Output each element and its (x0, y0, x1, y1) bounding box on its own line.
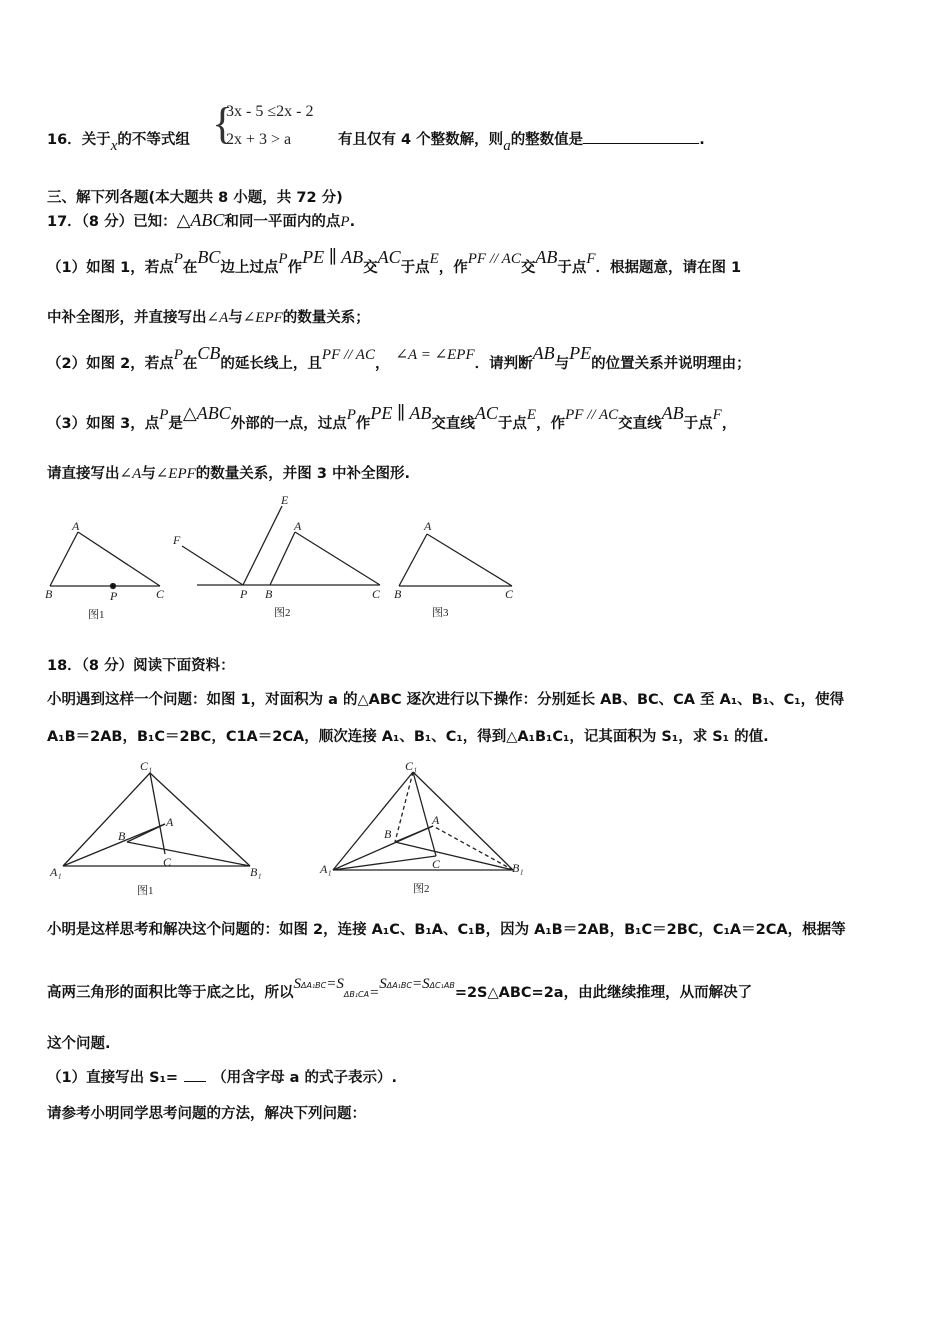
q18-fig1 (63, 773, 250, 866)
t: 在 (182, 356, 198, 372)
t: 交直线 (431, 416, 475, 432)
f1-c: C (163, 855, 172, 869)
m: AC (377, 247, 401, 267)
q17-part3-line2 (47, 462, 410, 483)
point-p: P (340, 214, 350, 230)
q16-text: 的不等式组 (117, 132, 190, 148)
var-x: x (110, 138, 118, 154)
m: F (712, 407, 722, 423)
t: 中补全图形，并直接写出 (47, 310, 207, 326)
t: 边上过点 (220, 260, 279, 276)
q17-head-text: 17．（8 分）已知： (47, 214, 177, 230)
m: ∠EPF (242, 310, 283, 326)
f1-caption: 图1 (137, 885, 154, 897)
m: P (159, 407, 169, 423)
m: ∠A = ∠EPF (395, 347, 475, 363)
t: 与 (141, 466, 156, 482)
q18-line4 (47, 976, 753, 1002)
t: ， (721, 416, 737, 432)
m: ∠A (206, 310, 229, 326)
t: 与 (228, 310, 243, 326)
t: ．请判断 (474, 356, 533, 372)
m: AB (661, 403, 684, 423)
ineq-2: 2x + 3 > a (226, 131, 292, 148)
q18-fig2 (333, 772, 513, 870)
f2-a: A (432, 813, 440, 827)
m: AB (535, 247, 558, 267)
q17-fig1 (50, 532, 160, 589)
sub: ΔC₁AB (429, 981, 455, 990)
m: E (526, 407, 537, 423)
m: S (379, 976, 387, 992)
t: ．根据题意，请在图 1 (595, 260, 742, 276)
t: ， (374, 356, 390, 372)
f1-b: B (118, 829, 126, 843)
m: = (326, 976, 337, 992)
var-a: a (503, 138, 511, 154)
t: （3）如图 3，点 (47, 416, 160, 432)
f2-b1: B₁ (512, 861, 524, 875)
tri-abc: △ABC (176, 210, 225, 230)
f2-c: C (372, 587, 381, 601)
q18-line5: 这个问题. (47, 1036, 111, 1052)
t: 交 (520, 260, 536, 276)
q16-number: 16． (47, 132, 82, 148)
q18-line1: 小明遇到这样一个问题：如图 1，对面积为 a 的△ABC 逐次进行以下操作：分别延长 AB、BC、CA 至 A₁、B₁、C₁，使得 (47, 692, 845, 708)
t: 是 (168, 416, 183, 432)
seg-b1b (395, 842, 513, 870)
t: 的延长线上，且 (220, 356, 322, 372)
seg-a1c1 (63, 773, 150, 866)
seg-ac (78, 532, 160, 586)
f2-a: A (294, 519, 302, 533)
m: AB (532, 343, 555, 363)
seg-ab (50, 532, 78, 586)
m: CB (197, 343, 221, 363)
m: PE ∥ AB (370, 403, 432, 423)
m: P (173, 251, 183, 267)
seg-b1a (433, 826, 513, 870)
seg-pf (182, 546, 243, 585)
point-p-dot (111, 584, 116, 589)
t: 的数量关系，并图 3 中补全图形. (195, 466, 410, 482)
m: P (278, 251, 288, 267)
t: （2）如图 2，若点 (47, 356, 174, 372)
q18-head: 18．（8 分）阅读下面资料： (47, 658, 235, 674)
f2-e: E (281, 493, 289, 507)
seg-ac (427, 534, 512, 586)
seg-b1b (127, 842, 250, 866)
q16-line-tail (338, 128, 705, 154)
q16-text: 的整数值是 (510, 132, 584, 148)
f2-b: B (265, 587, 273, 601)
seg-a1a (63, 824, 165, 866)
f2-p: P (240, 587, 248, 601)
m: S (422, 976, 430, 992)
t: （1）如图 1，若点 (47, 260, 174, 276)
t: 于点 (557, 260, 587, 276)
m: F (586, 251, 596, 267)
f2-b: B (384, 827, 392, 841)
q18-line7: 请参考小明同学思考问题的方法，解决下列问题： (47, 1106, 366, 1122)
seg-ab (399, 534, 427, 586)
m: ∠A (119, 466, 142, 482)
t: （1）直接写出 S₁= (47, 1070, 179, 1086)
m: AC (474, 403, 498, 423)
seg-ab (270, 532, 295, 585)
q16-text: 有且仅有 4 个整数解，则 (338, 132, 504, 148)
t: 作 (287, 260, 303, 276)
t: 在 (182, 260, 198, 276)
q18-line3: 小明是这样思考和解决这个问题的：如图 2，连接 A₁C、B₁A、C₁B，因为 A₁B＝2AB，B₁C＝2BC，C₁A＝2CA，根据等 (47, 922, 846, 938)
m: PE (569, 343, 592, 363)
q17-part3-line1 (47, 403, 737, 433)
t: 交 (363, 260, 378, 276)
f1-p: P (110, 589, 118, 603)
q17-head (47, 210, 355, 231)
f2-c1: C₁ (405, 759, 418, 773)
m: △ABC (182, 403, 231, 423)
f1-c: C (156, 587, 165, 601)
t: 于点 (400, 260, 430, 276)
q17-part1-line1 (47, 247, 742, 277)
q17-fig2 (182, 506, 380, 585)
answer-blank-s1[interactable] (184, 1067, 206, 1082)
t: 的位置关系并说明理由； (591, 356, 751, 372)
m: S (293, 976, 301, 992)
q17-part1-line2 (47, 306, 370, 327)
m: PF // AC (321, 347, 375, 363)
t: 于点 (497, 416, 527, 432)
f2-f: F (173, 533, 181, 547)
m: E (429, 251, 439, 267)
q16-end: . (699, 132, 705, 148)
t: ，作 (438, 260, 468, 276)
q16-line (47, 128, 190, 154)
q17-figures (0, 490, 950, 625)
m: PF // AC (467, 251, 521, 267)
t: 的数量关系； (282, 310, 370, 326)
q17-dot: . (349, 214, 356, 230)
section-title: 三、解下列各题(本大题共 8 小题，共 72 分) (47, 190, 343, 206)
system-brace: { (212, 99, 234, 148)
f2-c: C (432, 857, 441, 871)
t: 外部的一点，过点 (230, 416, 347, 432)
m: BC (197, 247, 221, 267)
t: ，作 (536, 416, 566, 432)
seg-ab (127, 824, 165, 842)
m: P (173, 347, 183, 363)
t: 与 (554, 356, 570, 372)
f1-a1: A₁ (50, 865, 62, 879)
m: P (346, 407, 356, 423)
q17-part2-line (47, 343, 751, 373)
m: S (336, 976, 344, 992)
q18-figures (0, 758, 950, 908)
f1-c1: C₁ (140, 759, 153, 773)
t: 交直线 (618, 416, 662, 432)
q16-text: 关于 (81, 132, 111, 148)
seg-b1c1 (413, 772, 513, 870)
answer-blank[interactable] (583, 129, 699, 144)
q17-head-text: 和同一平面内的点 (224, 214, 341, 230)
sub: ΔB₁CA (343, 990, 370, 999)
seg-ac (295, 532, 380, 585)
f1-a: A (166, 815, 174, 829)
f1-b: B (45, 587, 53, 601)
sub: ΔA₁BC (301, 981, 327, 990)
m: PE ∥ AB (302, 247, 364, 267)
t: 高两三角形的面积比等于底之比，所以 (47, 985, 294, 1001)
m: ∠EPF (155, 466, 196, 482)
f2-a1: A₁ (320, 862, 332, 876)
f1-b1: B₁ (250, 865, 262, 879)
t: 作 (355, 416, 371, 432)
m: = (369, 985, 380, 1001)
f1-a: A (72, 519, 80, 533)
f1-caption: 图1 (88, 609, 105, 621)
f2-caption: 图2 (274, 607, 291, 619)
f2-caption: 图2 (413, 883, 430, 895)
sub: ΔA₁BC (386, 981, 412, 990)
t: =2S△ABC=2a，由此继续推理，从而解决了 (454, 985, 753, 1001)
q17-fig3 (399, 534, 512, 586)
ineq-1: 3x - 5 ≤2x - 2 (226, 103, 314, 120)
f3-caption: 图3 (432, 607, 449, 619)
m: PF // AC (565, 407, 619, 423)
t: （用含字母 a 的式子表示）. (212, 1070, 397, 1086)
q18-line2: A₁B＝2AB，B₁C＝2BC，C1A＝2CA，顺次连接 A₁、B₁、C₁，得到△A₁B₁C₁，记其面积为 S₁，求 S₁ 的值. (47, 729, 769, 745)
q18-line6 (47, 1066, 397, 1087)
f3-a: A (424, 519, 432, 533)
f3-b: B (394, 587, 402, 601)
t: 请直接写出 (47, 466, 120, 482)
m: = (411, 976, 423, 992)
seg-ab (395, 826, 433, 842)
f3-c: C (505, 587, 514, 601)
t: 于点 (683, 416, 713, 432)
